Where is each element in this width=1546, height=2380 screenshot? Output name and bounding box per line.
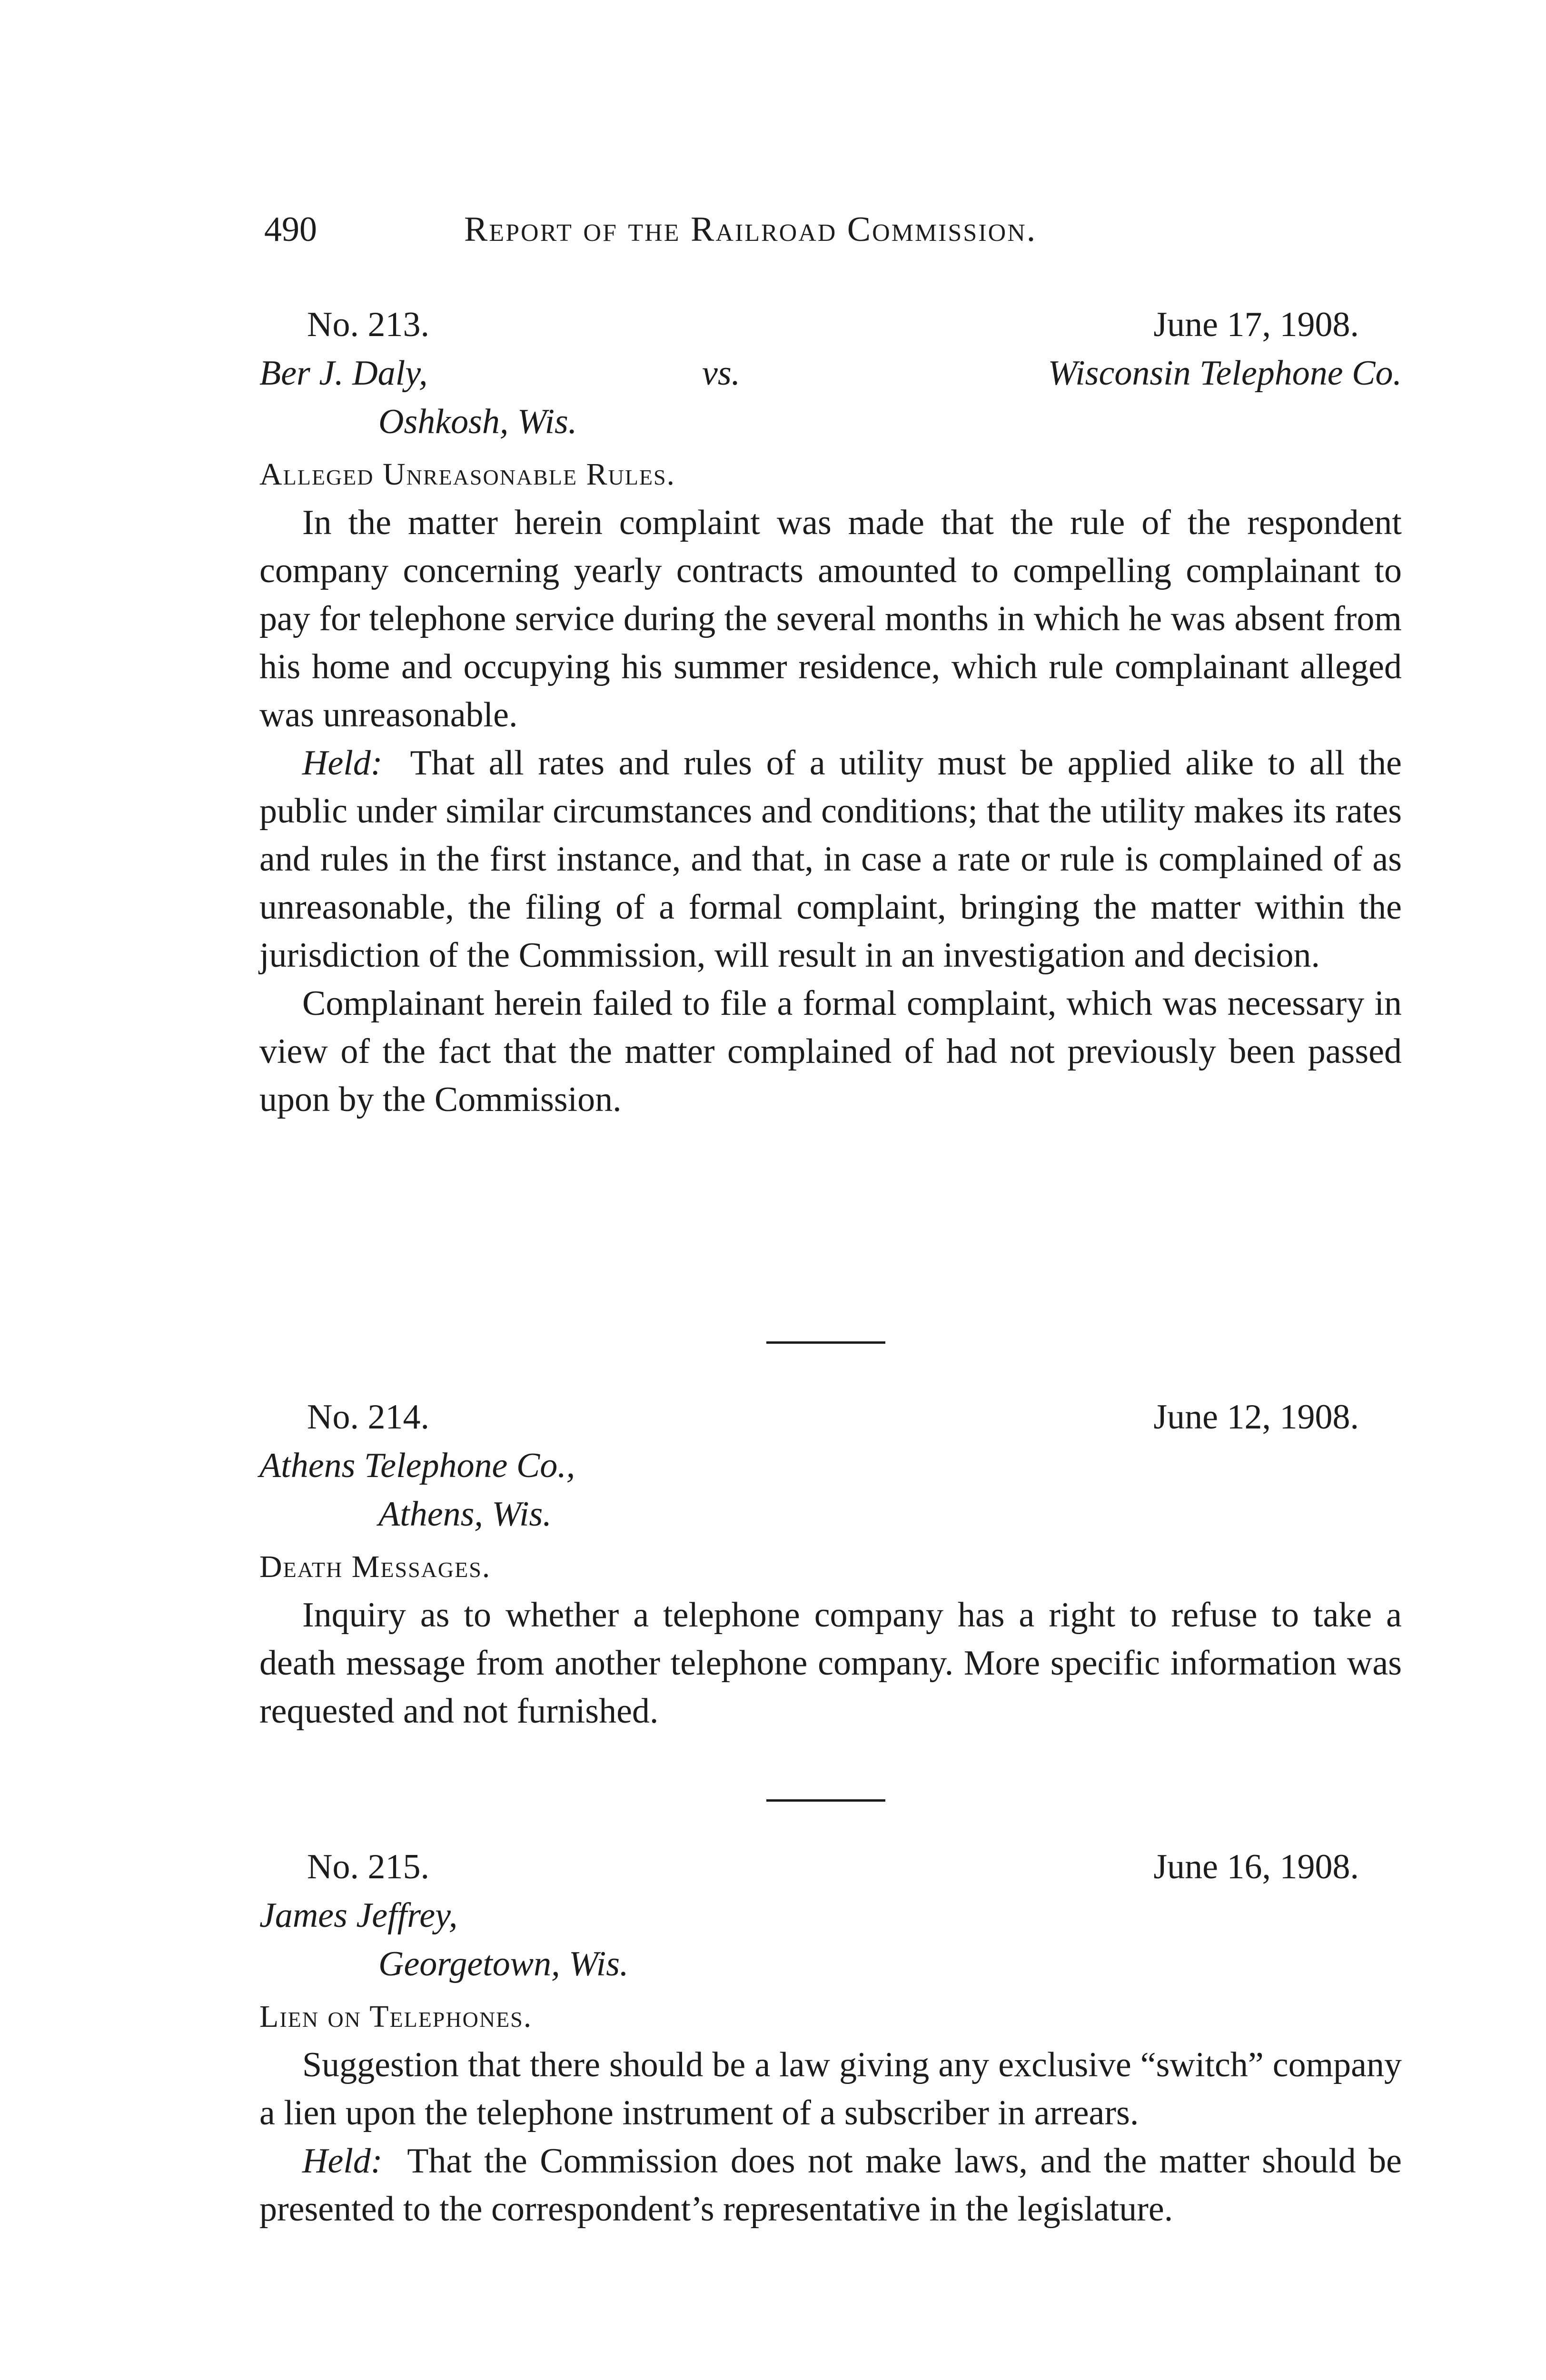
parties-row [259,1446,1402,1494]
case-entry-215 [259,1847,1402,2233]
parties-row [259,1895,1402,1944]
case-subject: Death Messages. [259,1549,491,1584]
parties-row [259,353,1402,402]
case-subject: Alleged Unreasonable Rules. [259,457,676,492]
complainant-location: Athens, Wis. [378,1495,552,1534]
held-text: That the Commission does not make laws, and the matter should be presented to the correspondent’s representative in the legislature. [259,2142,1402,2229]
case-date: June 12, 1908. [1153,1398,1359,1437]
held-text: That all rates and rules of a utility must be applied alike to all the public under similar circumstances and conditions; that the utility makes its rates and rules in the first instance, and that, in case a rate or rule is complained of as unreasonable, the filing of a formal complaint, bringing the matter within the jurisdiction of the Commission, will result in an investigation and decision. [259,744,1402,975]
held-paragraph [259,2137,1402,2233]
page-number: 490 [264,210,317,249]
case-number: No. 213. [307,305,429,344]
respondent-name: Wisconsin Telephone Co. [1048,354,1402,393]
held-label: Held: [302,744,383,783]
complainant-name: Athens Telephone Co., [259,1446,575,1485]
complainant-name: James Jeffrey, [259,1896,458,1935]
case-entry-213 [259,305,1402,1124]
case-paragraph: In the matter herein complaint was made that the rule of the respondent company concerning yearly contracts amounted to compelling complainant to pay for telephone service during the several months in which he was absent from his home and occupying his summer residence, which rule complainant alleged was unreasonable. [259,503,1402,734]
versus-label: vs. [702,354,741,393]
complainant-name: Ber J. Daly, [259,354,428,393]
case-paragraph: Inquiry as to whether a telephone company has a right to refuse to take a death message from another telephone company. More specific information was requested and not furnished. [259,1596,1402,1731]
case-subject: Lien on Telephones. [259,1999,533,2034]
case-paragraph: Complainant herein failed to file a formal complaint, which was necessary in view of the fact that the matter complained of had not previously been passed upon by the Commission. [259,984,1402,1119]
case-number-row [259,305,1402,353]
case-number-row [259,1397,1402,1446]
location-row [259,1494,1402,1543]
held-paragraph [259,739,1402,980]
held-label: Held: [302,2142,383,2181]
running-title: Report of the Railroad Commission. [464,210,1037,249]
location-row [259,402,1402,450]
case-paragraph: Suggestion that there should be a law giving any exclusive “switch” company a lien upon the telephone instrument of a subscriber in arrears. [259,2045,1402,2132]
location-row [259,1944,1402,1993]
page-header [264,209,1407,262]
case-number-row [259,1847,1402,1895]
complainant-location: Georgetown, Wis. [378,1944,629,1983]
case-number: No. 214. [307,1398,429,1437]
case-date: June 17, 1908. [1153,305,1359,344]
complainant-location: Oshkosh, Wis. [378,402,577,441]
case-date: June 16, 1908. [1153,1847,1359,1886]
section-divider [766,1799,885,1802]
case-entry-214 [259,1397,1402,1735]
case-number: No. 215. [307,1847,429,1886]
section-divider [766,1341,885,1344]
